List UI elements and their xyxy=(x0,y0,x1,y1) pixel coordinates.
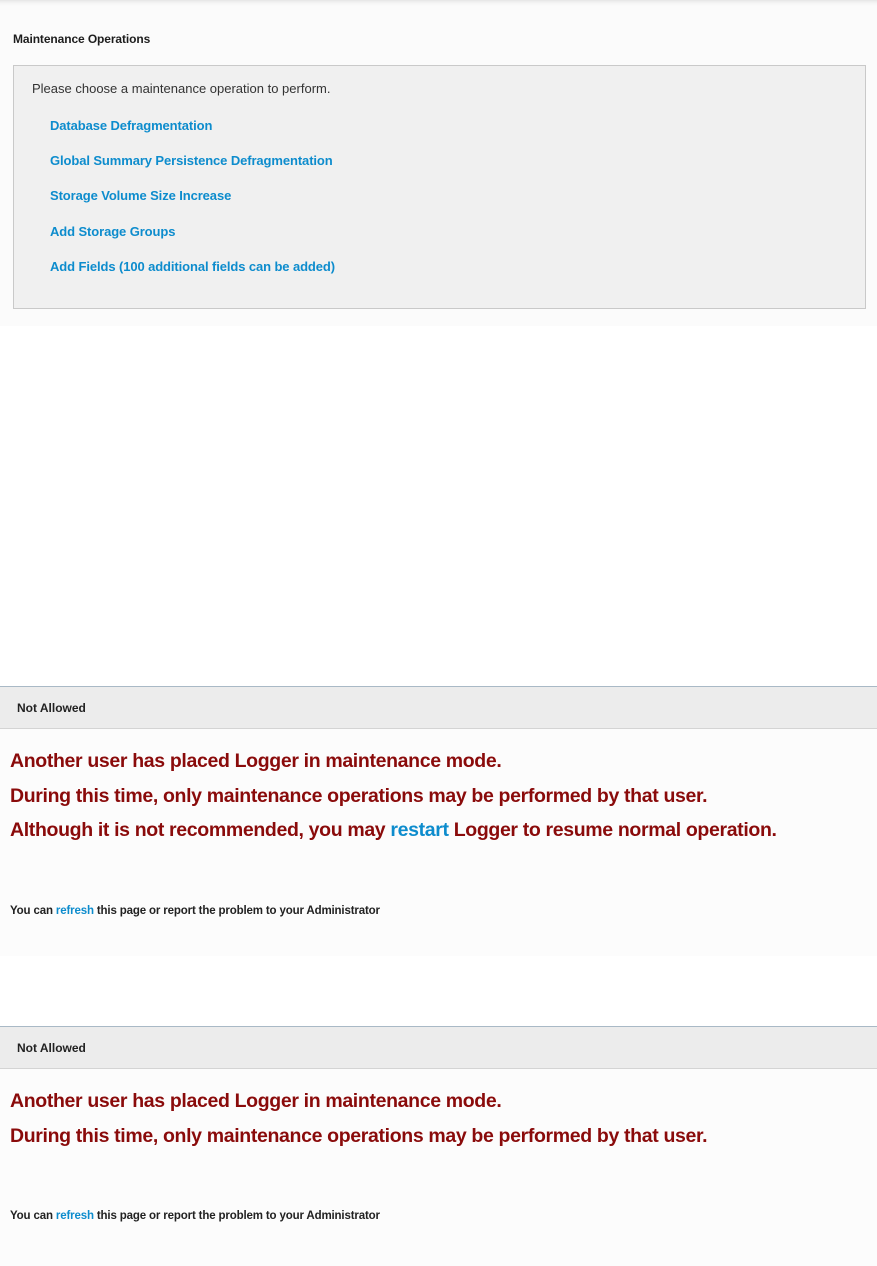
maintenance-mode-message xyxy=(10,744,877,848)
add-storage-groups-link[interactable]: Add Storage Groups xyxy=(50,223,176,239)
maintenance-mode-line: Another user has placed Logger in maintenance mode. xyxy=(10,750,502,772)
restart-link[interactable]: restart xyxy=(390,819,449,841)
refresh-hint xyxy=(10,905,380,917)
global-summary-persistence-defragmentation-link[interactable]: Global Summary Persistence Defragmentation xyxy=(50,153,333,169)
not-allowed-header: Not Allowed xyxy=(0,1026,877,1069)
maintenance-mode-line: Another user has placed Logger in maintenance mode. xyxy=(10,1090,502,1112)
maintenance-operations-panel xyxy=(0,0,877,326)
refresh-hint xyxy=(10,1210,380,1222)
restart-suffix-text: Logger to resume normal operation. xyxy=(448,819,777,841)
add-fields-link[interactable]: Add Fields (100 additional fields can be added) xyxy=(50,258,335,274)
maintenance-mode-message xyxy=(10,1084,877,1153)
not-allowed-panel xyxy=(0,686,877,956)
maintenance-operations-box xyxy=(13,65,866,309)
maintenance-restriction-line: During this time, only maintenance operations may be performed by that user. xyxy=(10,1124,708,1147)
maintenance-operations-title: Maintenance Operations xyxy=(13,32,151,46)
storage-volume-size-increase-link[interactable]: Storage Volume Size Increase xyxy=(50,188,232,204)
refresh-suffix-text: this page or report the problem to your Administrator xyxy=(93,1210,380,1222)
not-allowed-panel xyxy=(0,1026,877,1266)
maintenance-operations-list xyxy=(50,118,335,294)
maintenance-intro-text: Please choose a maintenance operation to perform. xyxy=(32,81,331,96)
refresh-suffix-text: this page or report the problem to your Administrator xyxy=(93,905,380,917)
refresh-link[interactable]: refresh xyxy=(55,1210,94,1222)
database-defragmentation-link[interactable]: Database Defragmentation xyxy=(50,118,213,133)
maintenance-restriction-line: During this time, only maintenance operations may be performed by that user. xyxy=(10,784,708,807)
refresh-prefix-text: You can xyxy=(10,905,56,917)
refresh-link[interactable]: refresh xyxy=(55,905,94,917)
not-allowed-header: Not Allowed xyxy=(0,686,877,729)
restart-prefix-text: Although it is not recommended, you may xyxy=(10,819,391,841)
restart-suggestion-line xyxy=(10,813,877,848)
refresh-prefix-text: You can xyxy=(10,1210,56,1222)
